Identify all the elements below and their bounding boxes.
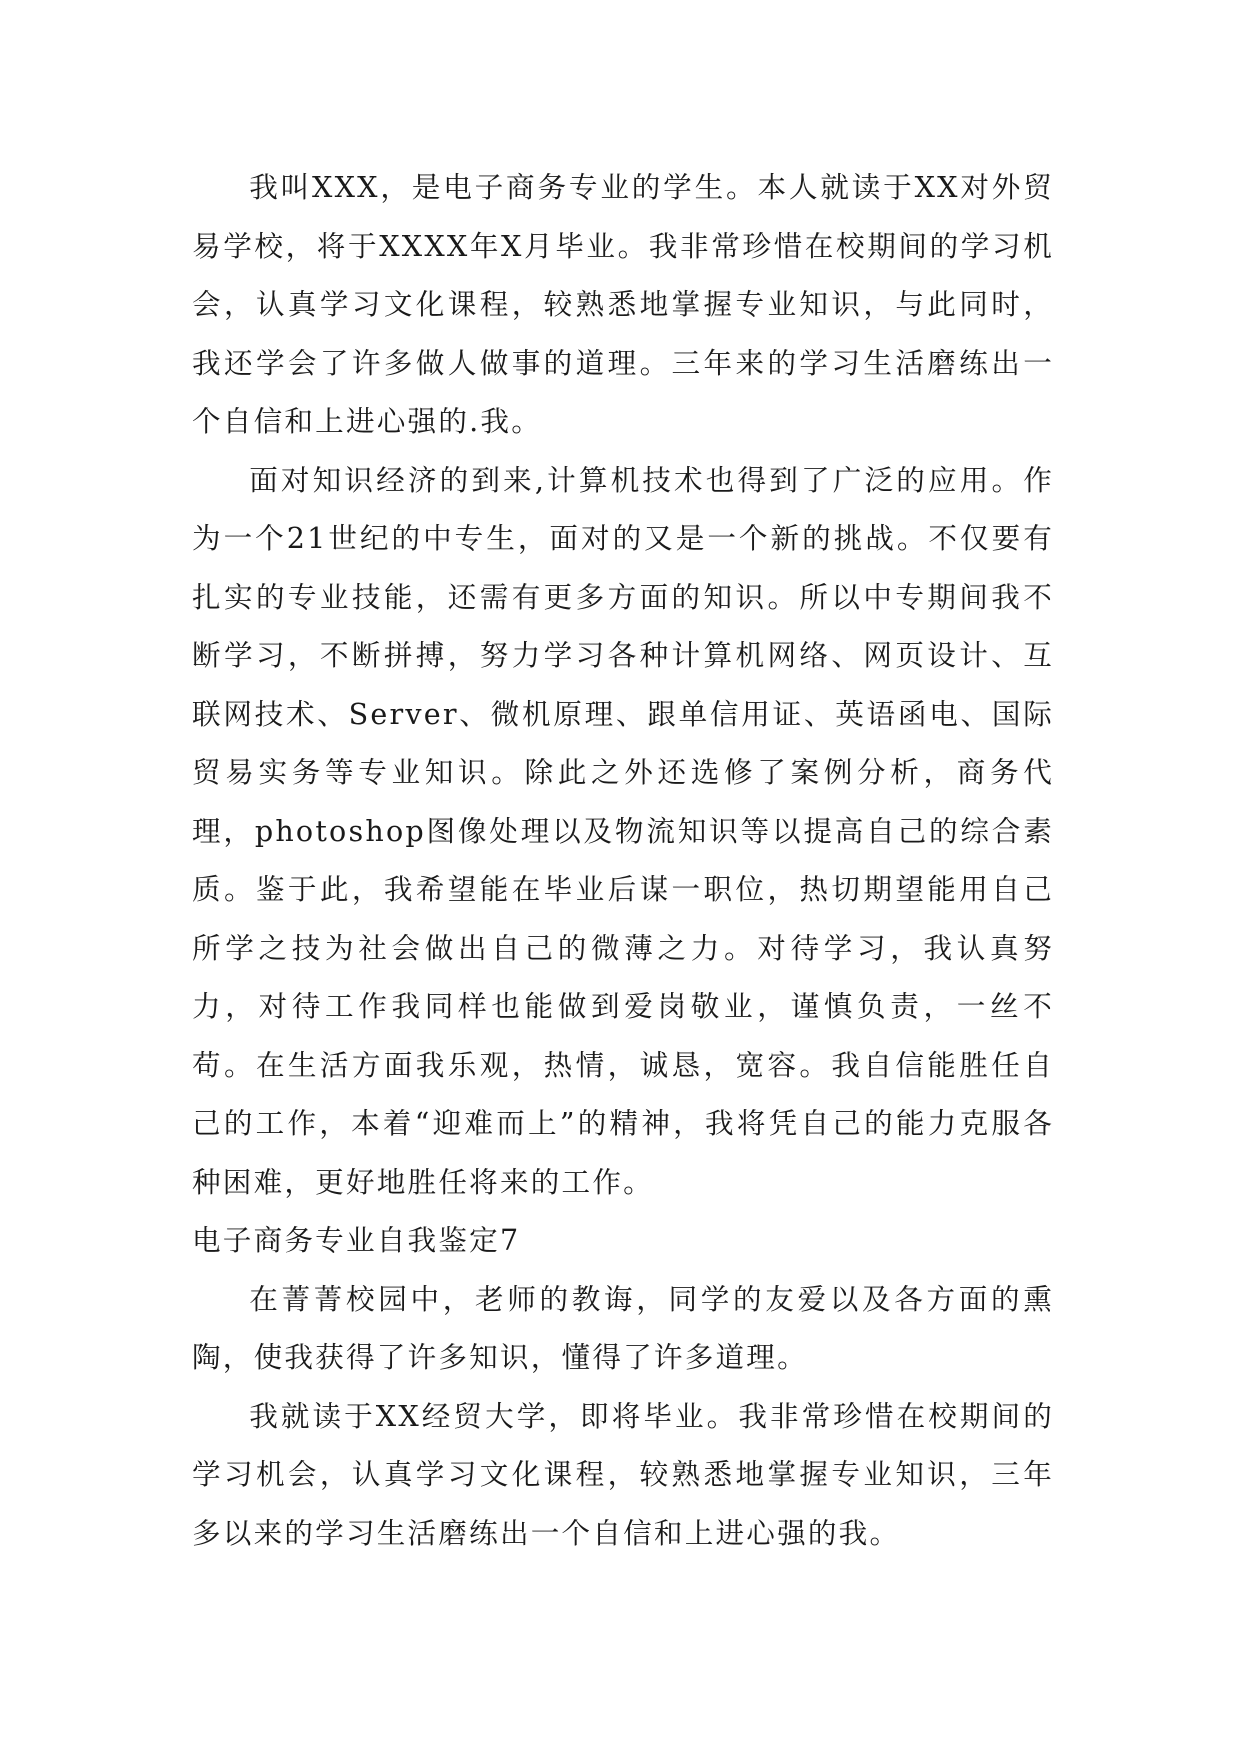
paragraph-skills: 面对知识经济的到来,计算机技术也得到了广泛的应用。作为一个21世纪的中专生，面对的又是一个新的挑战。不仅要有扎实的专业技能，还需有更多方面的知识。所以中专期间我不断学习，不断拼搏，努力学习各种计算机网络、网页设计、互联网技术、Server、微机原理、跟单信用证、英语函电、国际贸易实务等专业知识。除此之外还选修了案例分析，商务代理，photoshop图像处理以及物流知识等以提高自己的综合素质。鉴于此，我希望能在毕业后谋一职位，热切期望能用自己所学之技为社会做出自己的微薄之力。对待学习，我认真努力，对待工作我同样也能做到爱岗敬业，谨慎负责，一丝不苟。在生活方面我乐观，热情，诚恳，宽容。我自信能胜任自己的工作，本着“迎难而上”的精神，我将凭自己的能力克服各种困难，更好地胜任将来的工作。 [192,462,1054,1199]
paragraph-university: 我就读于XX经贸大学，即将毕业。我非常珍惜在校期间的学习机会，认真学习文化课程，较熟悉地掌握专业知识，三年多以来的学习生活磨练出一个自信和上进心强的我。 [192,1398,1054,1550]
paragraph-intro: 我叫XXX，是电子商务专业的学生。本人就读于XX对外贸易学校，将于XXXX年X月毕业。我非常珍惜在校期间的学习机会，认真学习文化课程，较熟悉地掌握专业知识，与此同时，我还学会了许多做人做事的道理。三年来的学习生活磨练出一个自信和上进心强的.我。 [192,170,1054,438]
document-body [192,158,1054,1562]
section-heading: 电子商务专业自我鉴定7 [192,1223,521,1257]
paragraph-campus: 在菁菁校园中，老师的教诲，同学的友爱以及各方面的熏陶，使我获得了许多知识，懂得了许多道理。 [192,1281,1054,1374]
